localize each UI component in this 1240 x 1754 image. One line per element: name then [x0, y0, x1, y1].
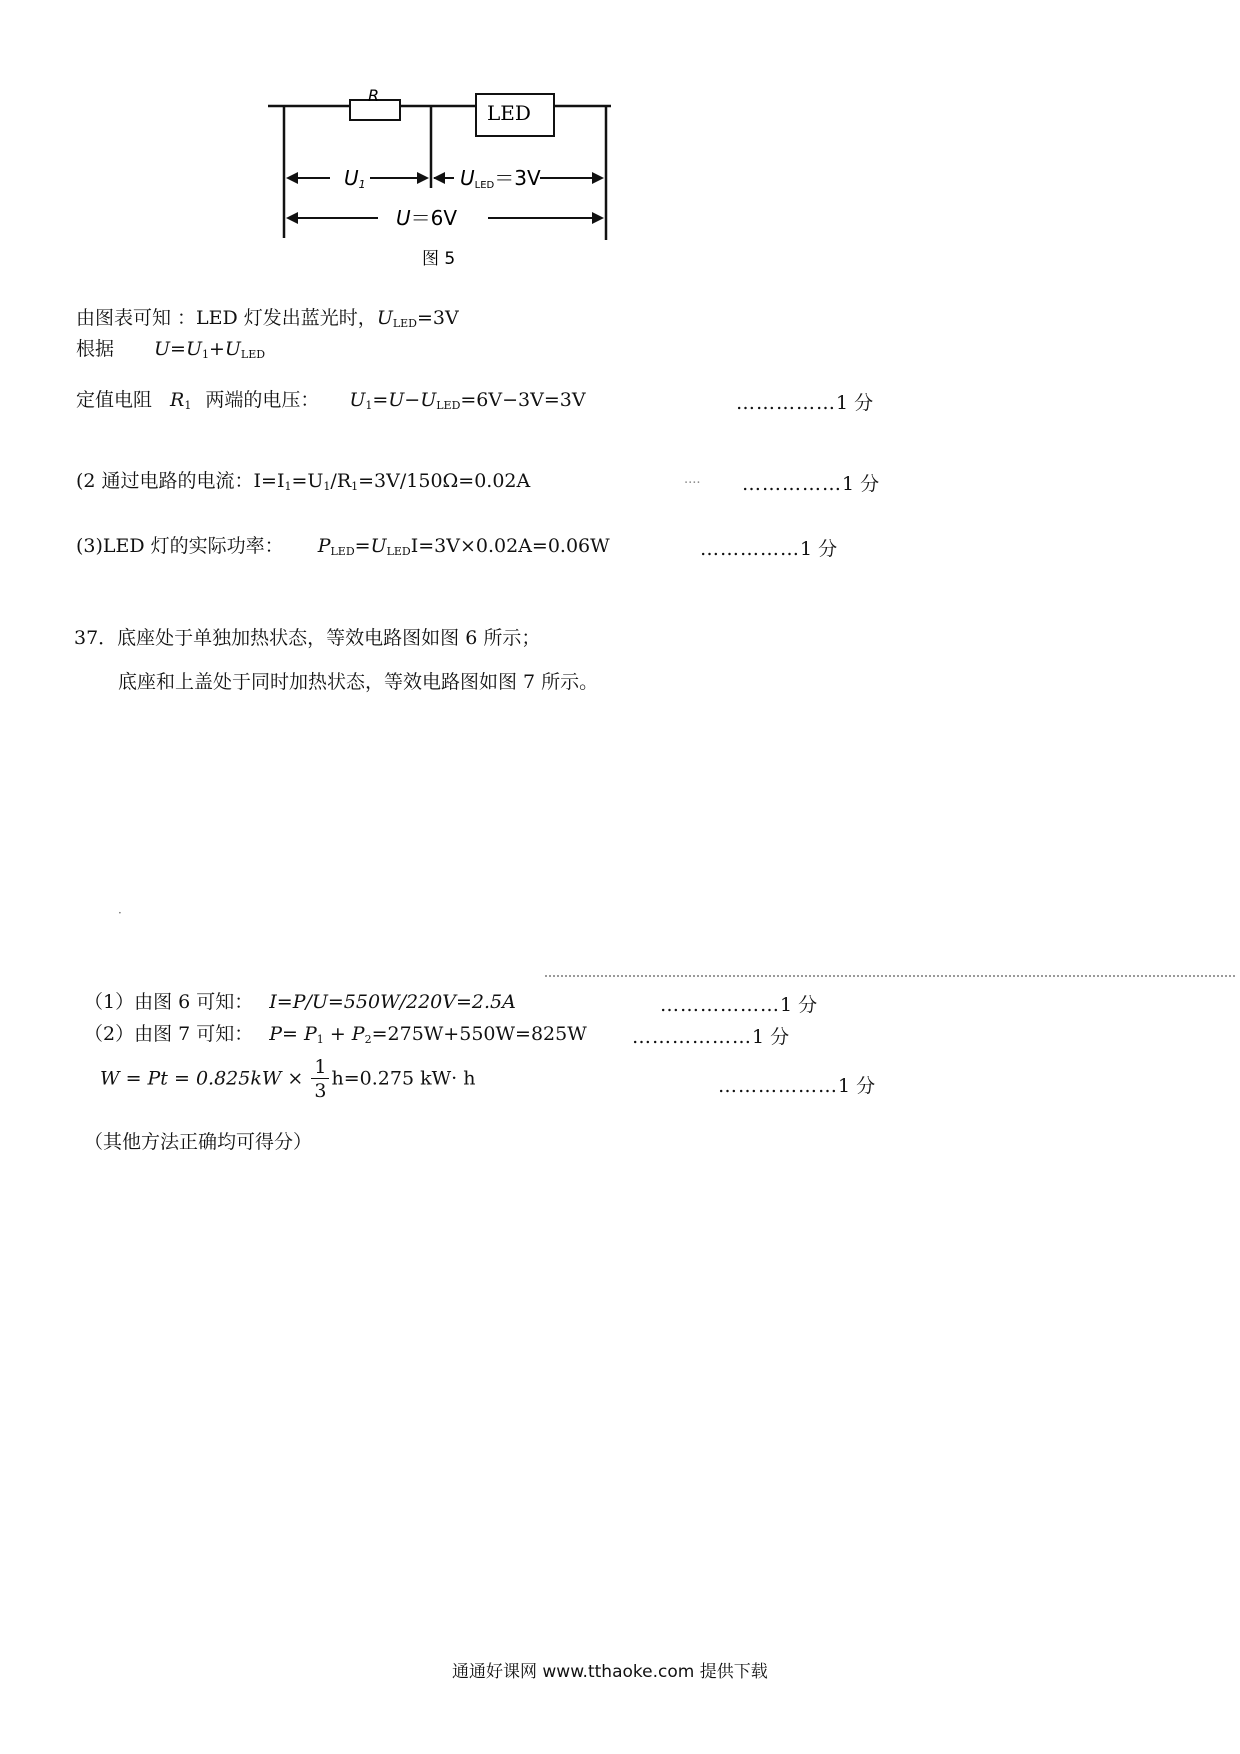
- u-arrow-left-head: [286, 212, 298, 224]
- line-circuit-current: [76, 469, 530, 499]
- line-e-psub: LED: [330, 545, 355, 558]
- q37-line-1: 37．底座处于单独加热状态，等效电路图如图 6 所示；: [74, 627, 541, 649]
- fraction-numerator: 1: [311, 1056, 329, 1079]
- line-a-suffix: =3V: [416, 307, 459, 329]
- fraction-one-third: [311, 1056, 329, 1103]
- u1-arrow-left-head: [286, 172, 298, 184]
- line-a-var: U: [376, 307, 393, 329]
- line-d-text: (2 通过电路的电流：I=I: [76, 470, 285, 492]
- line-a-prefix: 由图表可知 ：LED 灯发出蓝光时，: [76, 307, 377, 329]
- step-2-prefix: （2）由图 7 可知：: [84, 1023, 254, 1045]
- line-c-end: =6V−3V=3V: [460, 389, 586, 411]
- step-3-rest: h=0.275 kW· h: [331, 1067, 476, 1090]
- score-dots: ………………: [718, 1075, 838, 1097]
- line-e-eq: =U: [354, 535, 387, 557]
- line-c-rest: =U−U: [372, 389, 437, 411]
- uled-arrow-left-head: [433, 172, 445, 184]
- u1-label: U1: [344, 166, 366, 191]
- line-d-s1: 1: [284, 480, 292, 493]
- led-label: LED: [487, 101, 531, 125]
- score-step-2: [632, 1022, 789, 1049]
- line-d-t2: =U: [291, 470, 324, 492]
- line-e-rest: I=3V×0.02A=0.06W: [410, 535, 610, 557]
- line-e-p: P: [317, 535, 331, 557]
- q37-step-3: [100, 1056, 475, 1103]
- line-b-prefix: 根据: [76, 338, 115, 360]
- fraction-denominator: 3: [314, 1080, 327, 1102]
- line-c-prefix: 定值电阻: [76, 389, 153, 411]
- line-b-sub2: LED: [240, 348, 266, 361]
- line-c-rsub: LED: [436, 399, 461, 412]
- score-value: 1 分: [838, 1075, 876, 1097]
- score-step-3: [718, 1071, 875, 1098]
- line-e-usub: LED: [386, 545, 411, 558]
- dotted-separator: [545, 975, 1235, 977]
- step-3-prefix: W = Pt = 0.825kW ×: [100, 1067, 304, 1090]
- step-2-s2: 2: [364, 1033, 372, 1046]
- q37-line-2: 底座和上盖处于同时加热状态，等效电路图如图 7 所示。: [118, 671, 599, 693]
- figure-5-circuit-diagram: [268, 86, 628, 275]
- line-d-s2: 1: [323, 480, 331, 493]
- u-label: U＝6V: [396, 206, 458, 230]
- grading-note: （其他方法正确均可得分）: [84, 1131, 313, 1153]
- u-arrow-right-head: [592, 212, 604, 224]
- line-c-fsub: 1: [365, 399, 373, 412]
- step-1-formula: I=P/U=550W/220V=2.5A: [269, 991, 516, 1013]
- score-value: 1 分: [842, 473, 880, 495]
- score-step-1: [660, 990, 817, 1017]
- score-value: 1 分: [800, 538, 838, 560]
- step-2-p: P= P: [269, 1023, 317, 1045]
- line-b-sub1: 1: [201, 348, 209, 361]
- line-d-s3: 1: [351, 480, 359, 493]
- figure-5-caption: 图 5: [422, 249, 456, 269]
- score-value: 1 分: [836, 392, 874, 414]
- line-d-t4: =3V/150Ω=0.02A: [358, 470, 531, 492]
- score-dots: ……………: [742, 473, 842, 495]
- line-c-mid: 两端的电压：: [205, 389, 320, 411]
- score-dots: ………………: [660, 994, 780, 1016]
- line-c-sub: 1: [184, 399, 192, 412]
- line-b-plus: +U: [208, 338, 241, 360]
- score-dots: ……………: [700, 538, 800, 560]
- q37-step-2: [84, 1022, 587, 1052]
- stray-dot: ·: [118, 906, 122, 920]
- line-d-t3: /R: [330, 470, 352, 492]
- line-led-voltage: [76, 306, 459, 336]
- footer-source: 通通好课网 www.tthaoke.com 提供下载: [452, 1662, 768, 1682]
- line-led-power: [76, 534, 610, 564]
- line-a-sub: LED: [392, 317, 417, 330]
- u1-arrow-right-head: [417, 172, 429, 184]
- uled-arrow-right-head: [592, 172, 604, 184]
- line-c-var: R: [170, 389, 185, 411]
- score-dots: ………………: [632, 1026, 752, 1048]
- step-2-mid: + P: [323, 1023, 365, 1045]
- line-resistor-voltage: [76, 388, 586, 418]
- line-e-prefix: (3)LED 灯的实际功率：: [76, 535, 284, 557]
- score-value: 1 分: [752, 1026, 790, 1048]
- score-dots: ……………: [736, 392, 836, 414]
- line-voltage-sum-formula: [76, 337, 265, 367]
- line-c-formula: U: [349, 389, 366, 411]
- score-value: 1 分: [780, 994, 818, 1016]
- resistor-label: R: [368, 86, 380, 105]
- step-1-prefix: （1）由图 6 可知：: [84, 991, 254, 1013]
- score-line-d: [742, 469, 879, 496]
- q37-step-1: [84, 990, 516, 1014]
- step-2-rest: =275W+550W=825W: [371, 1023, 587, 1045]
- score-line-c: [736, 388, 873, 415]
- faint-dots: ....: [684, 472, 701, 487]
- line-b-formula: U=U: [154, 338, 202, 360]
- uled-label: ULED＝3V: [460, 166, 541, 191]
- step-2-s1: 1: [316, 1033, 324, 1046]
- score-line-e: [700, 534, 837, 561]
